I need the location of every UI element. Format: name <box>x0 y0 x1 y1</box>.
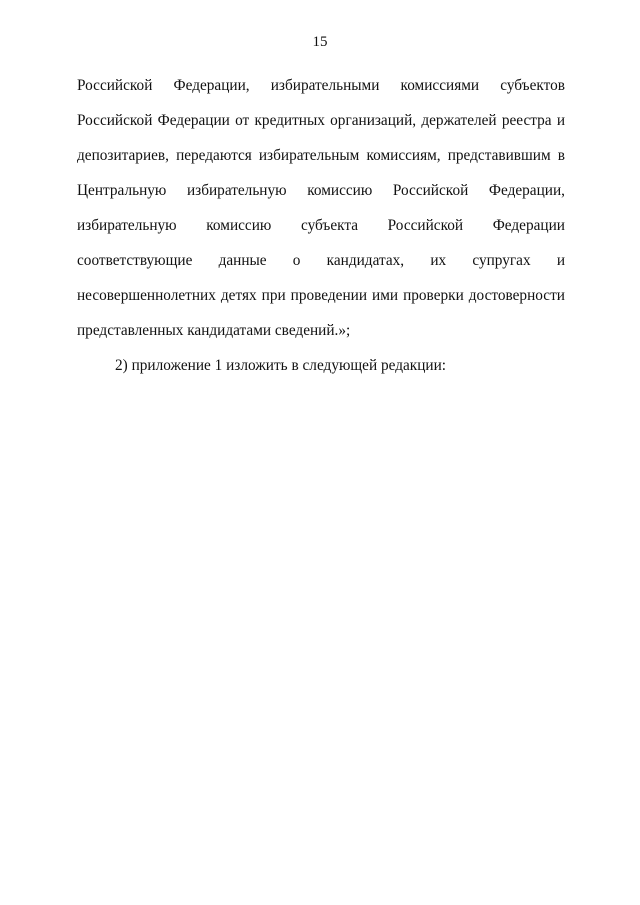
word: в <box>557 147 565 164</box>
word: Федерации, <box>488 182 565 199</box>
word: держателей <box>421 112 497 129</box>
word: их <box>430 252 447 269</box>
word: депозитариев, <box>77 147 169 164</box>
text-line-2 <box>77 103 565 138</box>
word: избирательную <box>77 217 177 234</box>
word: Российской <box>392 182 469 199</box>
word: комиссию <box>307 182 373 199</box>
word: Центральную <box>77 182 167 199</box>
word: и <box>556 112 565 129</box>
text-line-7 <box>77 278 565 313</box>
word: Федерации <box>492 217 565 234</box>
word: детях <box>220 287 257 304</box>
word: реестра <box>501 112 552 129</box>
word: от <box>235 112 250 129</box>
text-line-3 <box>77 138 565 173</box>
word: организаций, <box>330 112 417 129</box>
page-number: 15 <box>312 34 328 50</box>
word: комиссию <box>206 217 272 234</box>
text-line-6 <box>77 243 565 278</box>
word: проверки <box>403 287 464 304</box>
word: Федерации <box>157 112 230 129</box>
word: данные <box>218 252 267 269</box>
word: избирательным <box>258 147 360 164</box>
text-line-4 <box>77 173 565 208</box>
word: при <box>261 287 286 304</box>
word: Российской <box>77 112 153 129</box>
word: несовершеннолетних <box>77 287 216 304</box>
word: кандидатах, <box>326 252 405 269</box>
document-body <box>77 68 565 383</box>
word: соответствующие <box>77 252 193 269</box>
word: о <box>292 252 301 269</box>
word: избирательными <box>270 77 380 94</box>
word: и <box>556 252 565 269</box>
word: комиссиям, <box>366 147 441 164</box>
word: проведении <box>290 287 368 304</box>
word: ими <box>372 287 399 304</box>
text-line-1 <box>77 68 565 103</box>
word: супругах <box>472 252 531 269</box>
word: субъектов <box>500 77 565 94</box>
word: представившим <box>447 147 551 164</box>
text-line-5 <box>77 208 565 243</box>
word: Российской <box>387 217 464 234</box>
word: кредитных <box>254 112 325 129</box>
word: достоверности <box>468 287 565 304</box>
word: субъекта <box>300 217 359 234</box>
word: передаются <box>176 147 252 164</box>
word: Федерации, <box>173 77 250 94</box>
word: комиссиями <box>400 77 480 94</box>
text-line-8: представленных кандидатами сведений.»; <box>77 322 351 339</box>
word: Российской <box>77 77 153 94</box>
text-line-9: 2) приложение 1 изложить в следующей редакции: <box>115 357 447 374</box>
word: избирательную <box>186 182 287 199</box>
